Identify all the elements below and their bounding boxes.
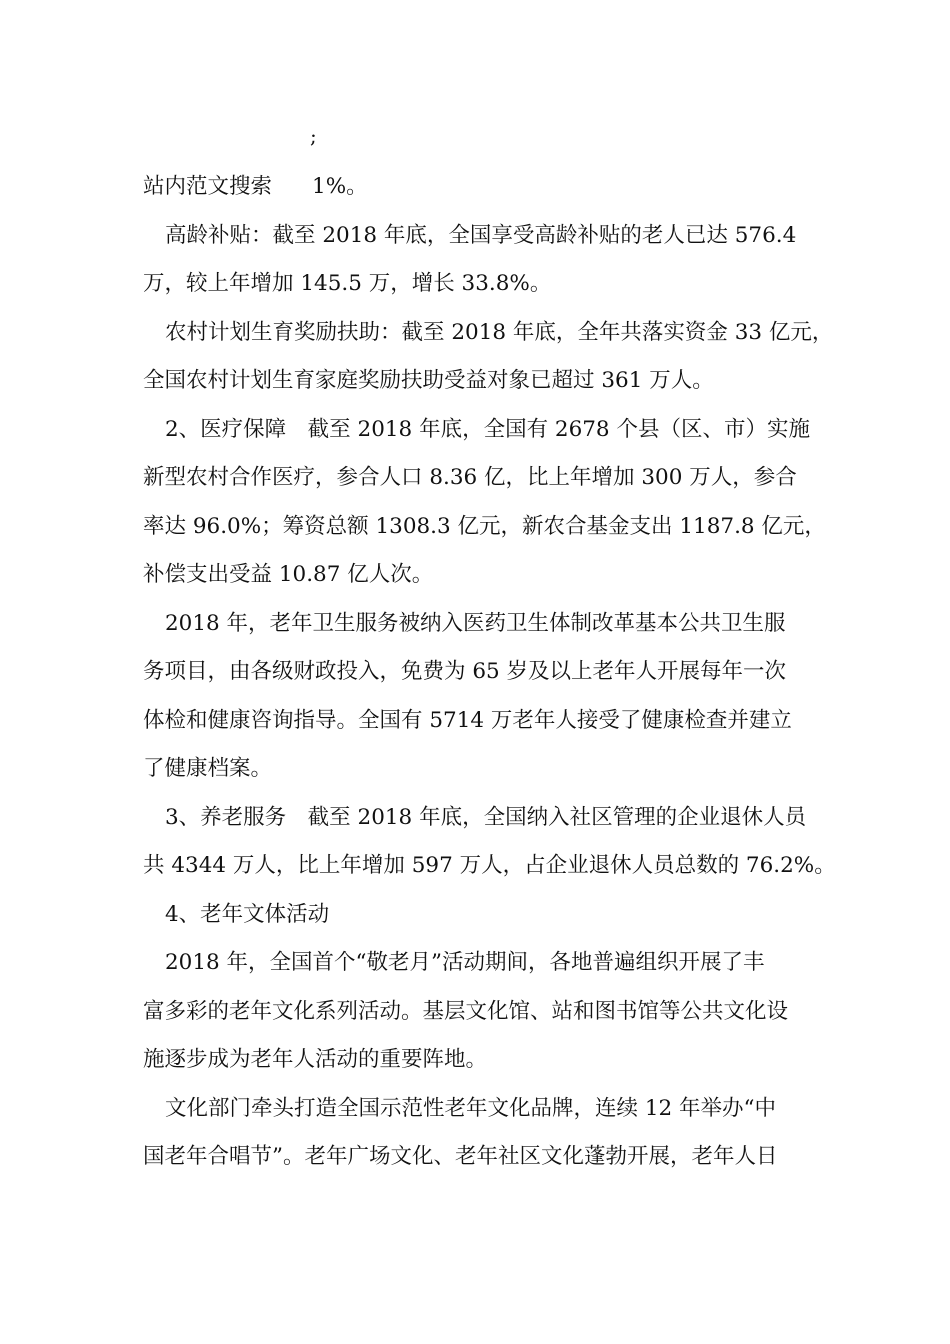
paragraph-elderly-health-service [143,600,813,794]
paragraph-respect-elderly-month [143,939,813,1085]
text-line: 了健康档案。 [143,756,273,781]
text-line: 富多彩的老年文化系列活动。基层文化馆、站和图书馆等公共文化设 [143,998,789,1024]
site-search-label: 站内范文搜索 [143,174,273,199]
text-line: 施逐步成为老年人活动的重要阵地。 [143,1047,488,1072]
text-line: 共 4344 万人，比上年增加 597 万人，占企业退休人员总数的 76.2%。 [143,853,836,878]
text-line: 万，较上年增加 145.5 万，增长 33.8%。 [143,271,552,296]
search-percent-value: 1%。 [312,174,368,199]
text-line: 3、养老服务 截至 2018 年底，全国纳入社区管理的企业退休人员 [165,804,807,830]
text-line: 2018 年，全国首个“敬老月”活动期间，各地普遍组织开展了丰 [165,950,765,975]
text-line: 率达 96.0%；筹资总额 1308.3 亿元，新农合基金支出 1187.8 亿元， [143,513,826,539]
text-line: 全国农村计划生育家庭奖励扶助受益对象已超过 361 万人。 [143,368,714,393]
document-body [143,163,836,1182]
text-line: 2、医疗保障 截至 2018 年底，全国有 2678 个县（区、市）实施 [165,416,810,442]
text-line: 2018 年，老年卫生服务被纳入医药卫生体制改革基本公共卫生服 [165,610,786,636]
text-line: 体检和健康咨询指导。全国有 5714 万老年人接受了健康检查并建立 [143,707,792,733]
text-line: 农村计划生育奖励扶助：截至 2018 年底，全年共落实资金 33 亿元， [165,319,834,345]
text-line: 高龄补贴：截至 2018 年底，全国享受高龄补贴的老人已达 576.4 [165,222,797,248]
text-line: 补偿支出受益 10.87 亿人次。 [143,562,434,587]
heading-elderly-culture-sports [143,891,813,940]
paragraph-rural-family-planning [143,309,834,406]
text-line: 务项目，由各级财政投入，免费为 65 岁及以上老年人开展每年一次 [143,659,787,684]
paragraph-elderly-care-service [143,794,836,891]
paragraph-medical-security [143,406,826,600]
paragraph-culture-brand [143,1085,813,1182]
section-heading: 4、老年文体活动 [165,901,330,927]
paragraph-elderly-subsidy [143,212,813,309]
text-line: 新型农村合作医疗，参合人口 8.36 亿，比上年增加 300 万人，参合 [143,465,797,490]
search-line [143,163,813,212]
stray-semicolon: ; [310,124,317,148]
text-line: 国老年合唱节”。老年广场文化、老年社区文化蓬勃开展，老年人日 [143,1144,778,1169]
text-line: 文化部门牵头打造全国示范性老年文化品牌，连续 12 年举办“中 [165,1095,777,1121]
